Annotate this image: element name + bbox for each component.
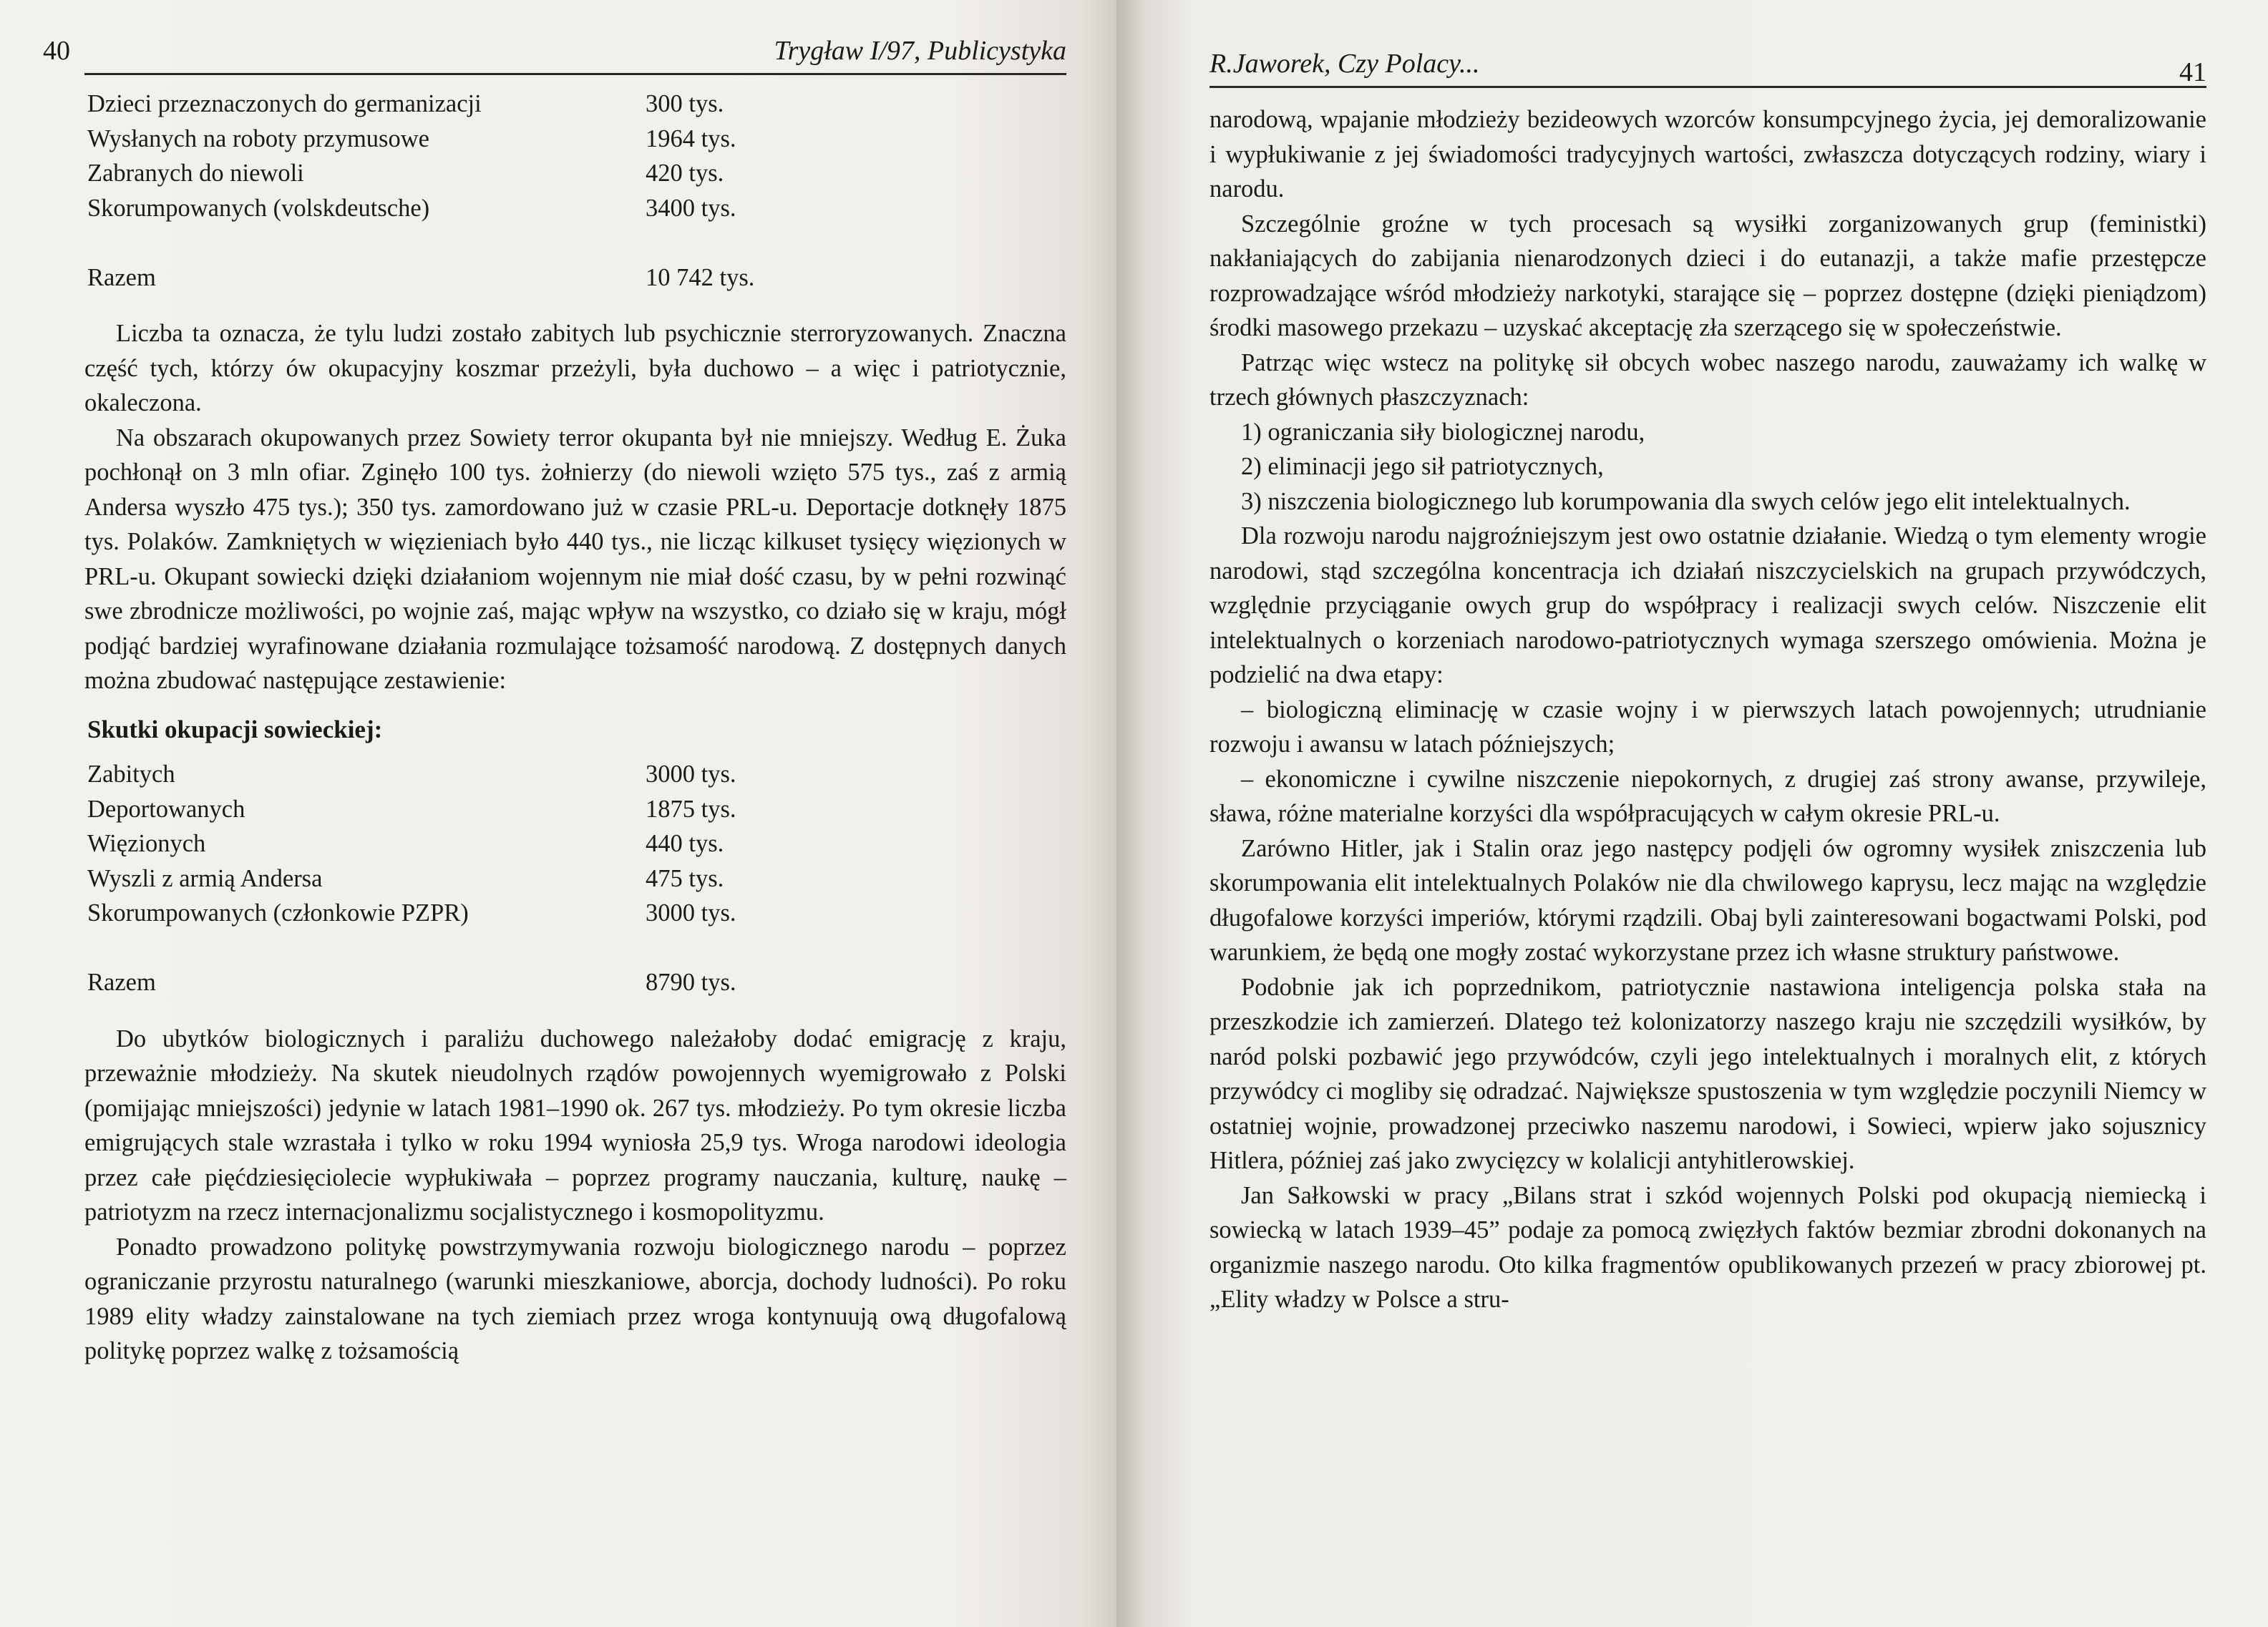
table-row <box>87 87 789 122</box>
paragraph: Zarówno Hitler, jak i Stalin oraz jego następcy podjęli ów ogromny wysiłek zniszczenia lub skorumpowania elit intelektualnych Polaków nie dla chwilowego kaprysu, lecz mając na względzie długofalowe korzyści imperiów, którymi rządzili. Obaj byli zainteresowani bogactwami Polski, pod warunkiem, że będą one mogły zostać wykorzystane przez ich własne struktury państwowe. <box>1210 834 2206 966</box>
paragraph: narodową, wpajanie młodzieży bezideowych wzorców konsumpcyjnego życia, jej demoralizowanie i wypłukiwanie z jej świadomości tradycyjnych wartości, zwłaszcza dotyczących rodziny, wiary i narodu. <box>1210 106 2206 202</box>
table-row <box>87 792 789 827</box>
right-running-head <box>1210 41 2206 88</box>
table-label: Deportowanych <box>87 795 245 823</box>
table-label: Zabitych <box>87 761 175 788</box>
list-item: 2) eliminacji jego sił patriotycznych, <box>1241 453 1604 480</box>
left-running-title: Trygław I/97, Publicystyka <box>774 36 1066 66</box>
table-total-label: Razem <box>87 263 156 291</box>
paragraph: – biologiczną eliminację w czasie wojny i w pierwszych latach powojennych; utrudnianie rozwoju i awansu w latach późniejszych; <box>1210 695 2206 758</box>
table-value: 1875 tys. <box>646 795 736 823</box>
table-total-label: Razem <box>87 969 156 996</box>
paragraph: Liczba ta oznacza, że tylu ludzi zostało zabitych lub psychicznie sterroryzowanych. Znaczna część tych, którzy ów okupacyjny koszmar przeżyli, była duchowo – a więc i patriotycznie, okaleczona. <box>84 320 1066 416</box>
table-label: Zabranych do niewoli <box>87 160 304 187</box>
table-row <box>87 191 789 226</box>
table-value: 3000 tys. <box>646 899 736 927</box>
table-label: Wysłanych na roboty przymusowe <box>87 124 429 152</box>
table-row <box>87 122 789 157</box>
right-page <box>1116 0 2268 1627</box>
list-item: 1) ograniczania siły biologicznej narodu, <box>1241 418 1645 446</box>
soviet-occupation-table <box>87 757 789 1000</box>
table-value: 475 tys. <box>646 864 724 892</box>
paragraph: Podobnie jak ich poprzednikom, patriotycznie nastawiona inteligencja polska stała na przeszkodzie ich zamierzeń. Dlatego też kolonizatorzy naszego kraju nie szczędzili wysiłków, by naród polski pozbawić jego przywódców, czyli jego intelektualnych i moralnych elit, z których przywódcy ci mogliby się odradzać. Największe spustoszenia w tym względzie poczynili Niemcy w ostatniej wojnie, prowadzonej przeciwko naszemu narodowi, i Sowieci, wpierw jako sojusznicy Hitlera, później zaś jako zwycięzcy w kolalicji antyhitlerowskiej. <box>1210 973 2206 1174</box>
paragraph: Do ubytków biologicznych i paraliżu duchowego należałoby dodać emigrację z kraju, przeważnie młodzieży. Na skutek nieudolnych rządów powojennych wyemigrowało z Polski (pomijając mniejszości) jedynie w latach 1981–1990 ok. 267 tys. młodzieży. Po tym okresie liczba emigrujących stale wzrastała i tylko w roku 1994 wyniosła 25,9 tys. Wroga narodowi ideologia przez całe pięćdziesięciolecie wypłukiwała – poprzez programy nauczania, kulturę, naukę – patriotyzm na rzecz internacjonalizmu socjalistycznego i kosmopolityzmu. <box>84 1025 1066 1226</box>
table-total-value: 8790 tys. <box>646 969 736 996</box>
table-value: 420 tys. <box>646 160 724 187</box>
paragraph: Ponadto prowadzono politykę powstrzymywania rozwoju biologicznego narodu – poprzez ograniczanie przyrostu naturalnego (warunki mieszkaniowe, aborcja, dochody ludności). Po roku 1989 elity władzy zainstalowane na tych ziemiach przez wroga kontynuują ową długofalową politykę poprzez walkę z tożsamością <box>84 1233 1066 1364</box>
table-row <box>87 896 789 931</box>
table-value: 3000 tys. <box>646 761 736 788</box>
paragraph: – ekonomiczne i cywilne niszczenie niepokornych, z drugiej zaś strony awanse, przywileje, sława, różne materialne korzyści dla współpracujących w całym okresie PRL-u. <box>1210 765 2206 827</box>
table-label: Skorumpowanych (członkowie PZPR) <box>87 899 469 927</box>
table-value: 300 tys. <box>646 90 724 117</box>
table-total-row <box>87 965 789 1000</box>
table-total-row <box>87 260 789 295</box>
table-label: Więzionych <box>87 830 206 857</box>
paragraph: Dla rozwoju narodu najgroźniejszym jest owo ostatnie działanie. Wiedzą o tym elementy wrogie narodowi, stąd szczególna koncentracja ich działań niszczycielskich na grupach przywódczych, względnie przyciąganie owych grup do współpracy i realizacji swych celów. Niszczenie elit intelektualnych o korzeniach narodowo-patriotycznych wymaga szerszego omówienia. Można je podzielić na dwa etapy: <box>1210 522 2206 688</box>
left-page <box>0 0 1116 1627</box>
page-number-right: 41 <box>2179 57 2206 87</box>
page-number-left: 40 <box>43 36 70 66</box>
table-label: Wyszli z armią Andersa <box>87 864 323 892</box>
table-value: 440 tys. <box>646 830 724 857</box>
table-row <box>87 757 789 792</box>
table-label: Skorumpowanych (volskdeutsche) <box>87 194 430 222</box>
table-row <box>87 156 789 191</box>
paragraph: Na obszarach okupowanych przez Sowiety terror okupanta był nie mniejszy. Według E. Żuka pochłonął on 3 mln ofiar. Zginęło 100 tys. żołnierzy (do niewoli wzięto 575 tys., zaś z armią Andersa wyszło 475 tys.); 350 tys. zamordowano już w czasie PRL-u. Deportacje dotknęły 1875 tys. Polaków. Zamkniętych w więzieniach było 440 tys., nie licząc kilkuset tysięcy więzionych w PRL-u. Okupant sowiecki dzięki działaniom wojennym nie miał dość czasu, by w pełni rozwinąć swe zbrodnicze możliwości, po wojnie zaś, mając wpływ na wszystko, co działo się w kraju, mógł podjąć bardziej wyrafinowane działania rozmulające tożsamość narodową. Z dostępnych danych można zbudować następujące zestawienie: <box>84 424 1066 694</box>
list-item: 3) niszczenia biologicznego lub korumpowania dla swych celów jego elit intelektualnych. <box>1241 487 2131 515</box>
paragraph: Patrząc więc wstecz na politykę sił obcych wobec naszego narodu, zauważamy ich walkę w trzech głównych płaszczyznach: <box>1210 348 2206 411</box>
right-body <box>1210 102 2206 1317</box>
left-running-head <box>43 29 1066 75</box>
paragraph: Szczególnie groźne w tych procesach są wysiłki zorganizowanych grup (feministki) nakłaniających do zabijania nienarodzonych dzieci i do eutanazji, a także mafie przestępcze rozprowadzające wśród młodzieży narkotyki, starające się – poprzez dostępne (dzięki pieniądzom) środki masowego przekazu – uzyskać akceptację zła szerzącego się w społeczeństwie. <box>1210 210 2206 341</box>
table-total-value: 10 742 tys. <box>646 263 755 291</box>
section-title: Skutki okupacji sowieckiej: <box>87 715 383 743</box>
right-running-title: R.Jaworek, Czy Polacy... <box>1210 49 1480 79</box>
table-value: 1964 tys. <box>646 124 736 152</box>
paragraph: Jan Sałkowski w pracy „Bilans strat i szkód wojennych Polski pod okupacją niemiecką i sowiecką w latach 1939–45” podaje za pomocą zwięzłych faktów bezmiar zbrodni dokonanych na organizmie naszego narodu. Oto kilka fragmentów opublikowanych przezeń w pracy zbiorowej pt. „Elity władzy w Polsce a stru- <box>1210 1181 2206 1313</box>
german-occupation-table <box>87 87 789 295</box>
left-body <box>84 87 1066 1369</box>
table-value: 3400 tys. <box>646 194 736 222</box>
table-row <box>87 826 789 861</box>
table-row <box>87 861 789 896</box>
table-label: Dzieci przeznaczonych do germanizacji <box>87 90 482 117</box>
